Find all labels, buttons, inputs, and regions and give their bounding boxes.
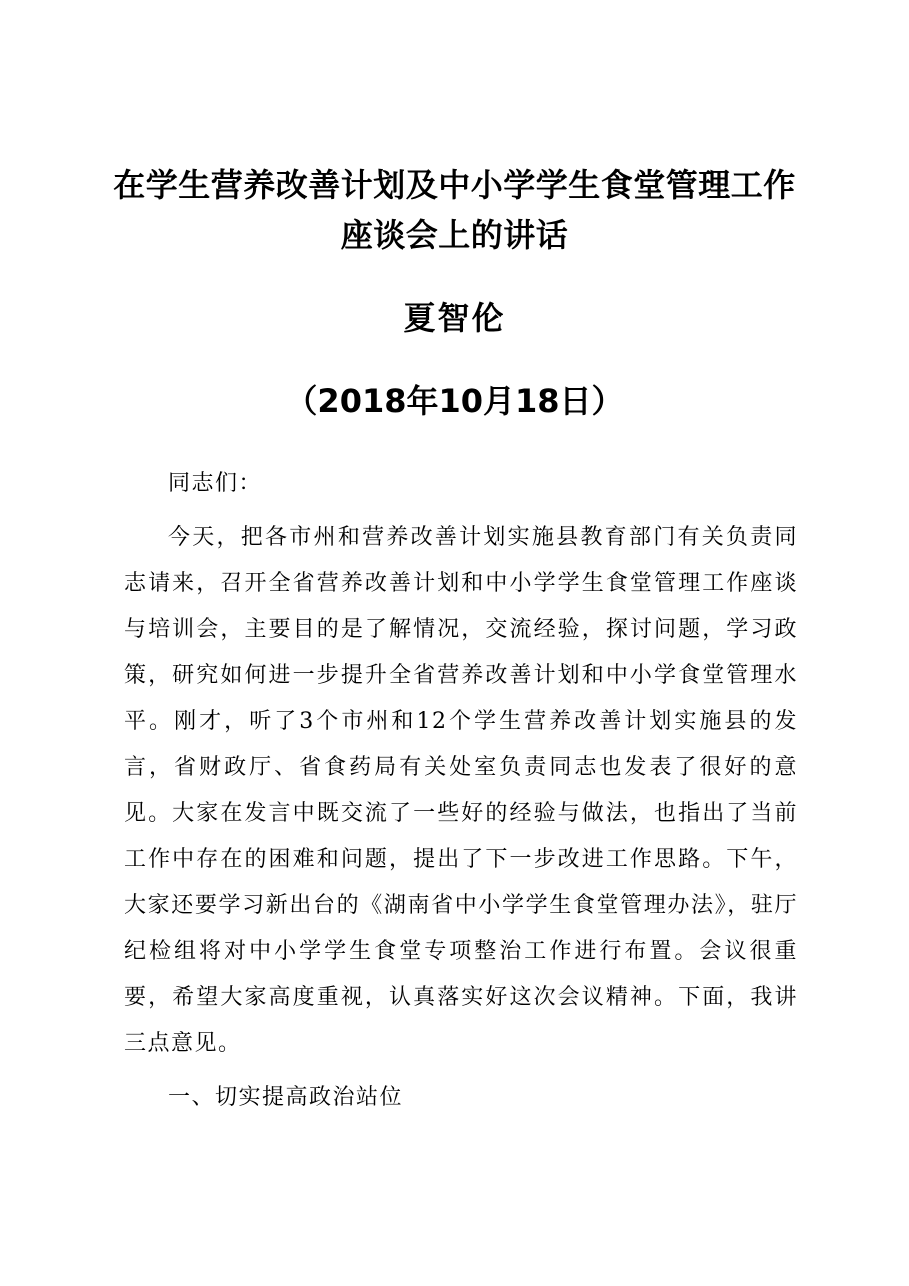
document-body xyxy=(124,461,798,1121)
speech-date: （2018年10月18日） xyxy=(285,382,624,420)
author-name: 夏智伦 xyxy=(403,299,506,337)
greeting: 同志们： xyxy=(168,471,263,496)
document-title: 在学生营养改善计划及中小学学生食堂管理工作座谈会上的讲话 xyxy=(113,166,796,254)
section-heading: 一、切实提高政治站位 xyxy=(168,1085,404,1110)
body-paragraph: 今天，把各市州和营养改善计划实施县教育部门有关负责同志请来，召开全省营养改善计划和中小学学生食堂管理工作座谈与培训会，主要目的是了解情况，交流经验，探讨问题，学习政策，研究如何进一步提升全省营养改善计划和中小学食堂管理水平。刚才，听了3个市州和12个学生营养改善计划实施县的发言，省财政厅、省食药局有关处室负责同志也发表了很好的意见。大家在发言中既交流了一些好的经验与做法，也指出了当前工作中存在的困难和问题，提出了下一步改进工作思路。下午，大家还要学习新出台的《湖南省中小学学生食堂管理办法》，驻厅纪检组将对中小学学生食堂专项整治工作进行布置。会议很重要，希望大家高度重视，认真落实好这次会议精神。下面，我讲三点意见。 xyxy=(124,525,798,1056)
